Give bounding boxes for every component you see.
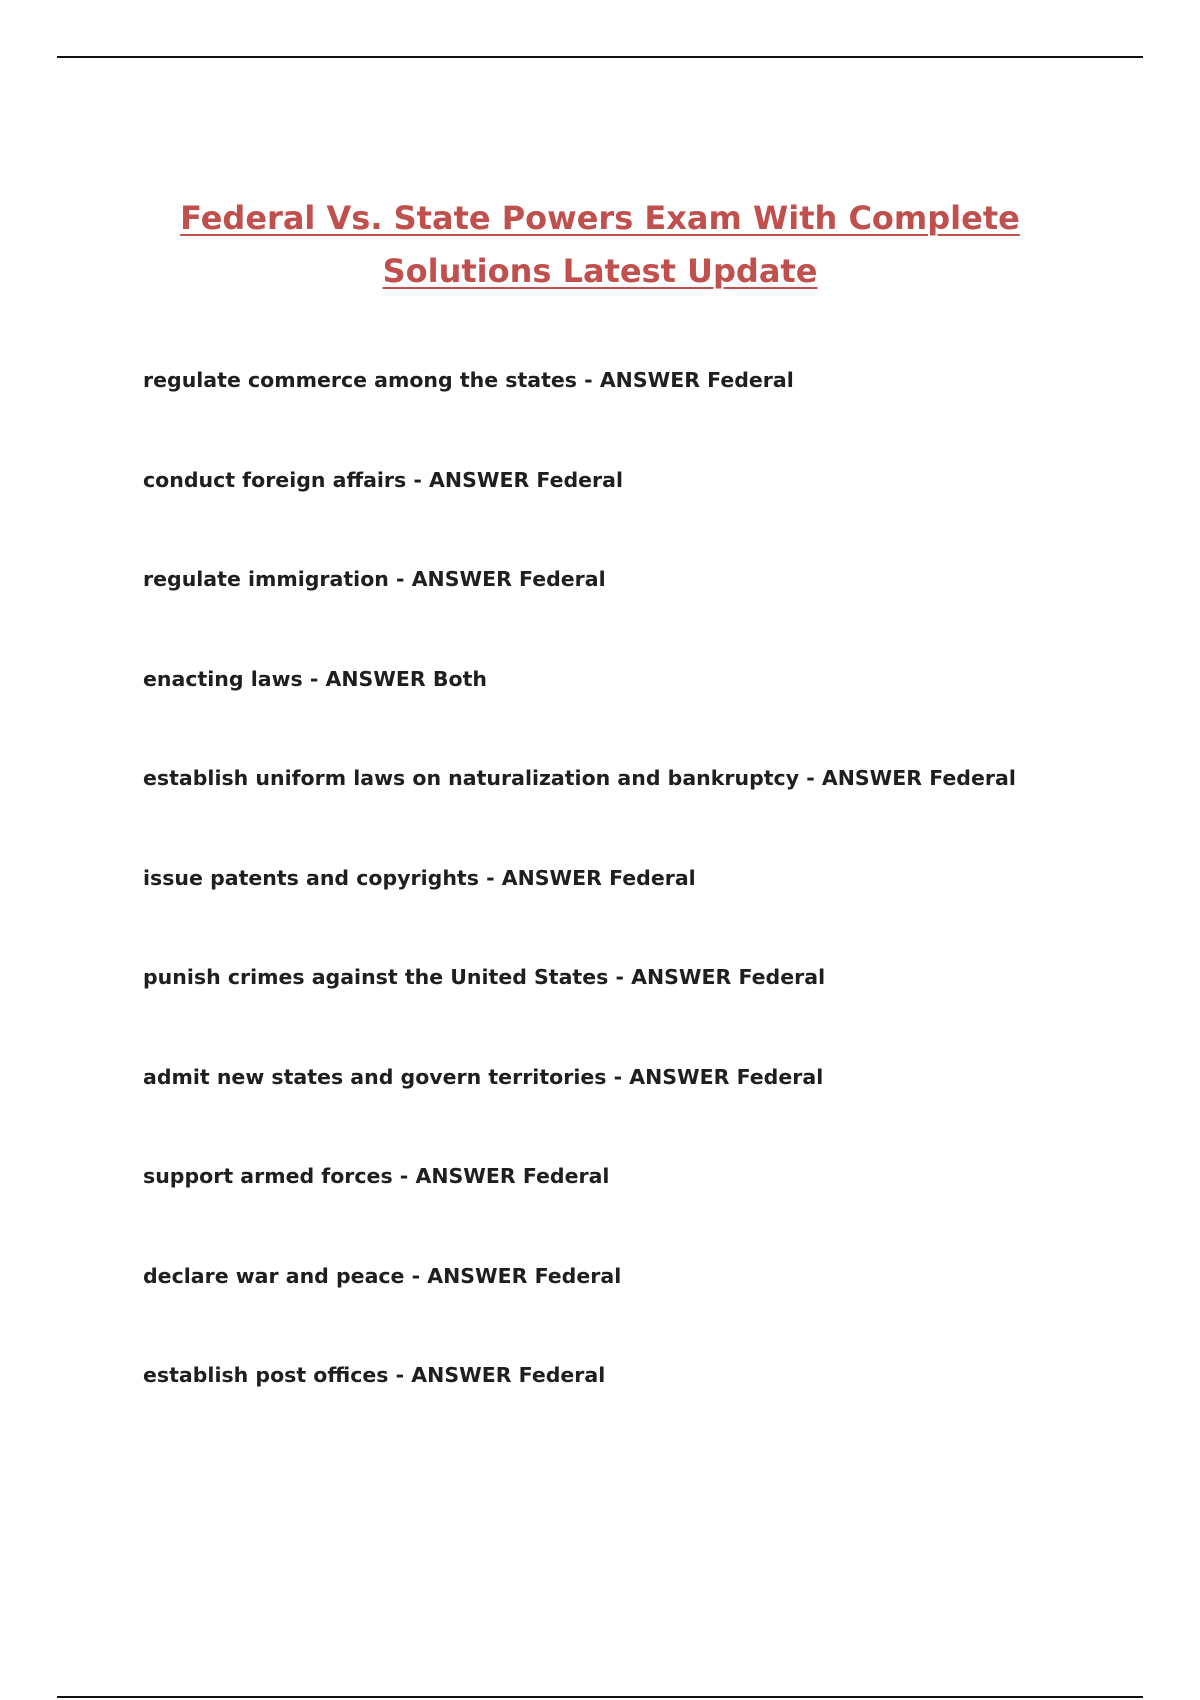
title-line-2: Solutions Latest Update	[382, 252, 818, 290]
question-text: regulate immigration	[143, 567, 389, 591]
separator: -	[799, 766, 822, 790]
question-text: support armed forces	[143, 1164, 393, 1188]
answer-keyword: ANSWER	[631, 965, 732, 989]
separator: -	[302, 666, 326, 691]
bottom-divider	[57, 1696, 1143, 1698]
list-item	[143, 1360, 1016, 1460]
answer-value: Federal	[536, 467, 624, 492]
qa-list	[143, 365, 1016, 1460]
answer-value: Federal	[738, 965, 826, 989]
answer-value: Federal	[522, 1164, 610, 1188]
answer-keyword: ANSWER	[427, 1263, 528, 1288]
list-item	[143, 564, 1016, 664]
question-text: regulate commerce among the states	[143, 368, 578, 392]
question-text: admit new states and govern territories	[143, 1064, 607, 1089]
separator: -	[388, 567, 412, 591]
separator: -	[388, 1363, 412, 1387]
list-item	[143, 465, 1016, 565]
answer-value: Federal	[518, 1363, 606, 1387]
separator: -	[404, 1263, 428, 1288]
question-text: issue patents and copyrights	[143, 865, 479, 890]
answer-value: Federal	[609, 865, 696, 890]
answer-keyword: ANSWER	[501, 865, 602, 890]
answer-keyword: ANSWER	[821, 766, 923, 790]
list-item	[143, 664, 1016, 764]
question-text: punish crimes against the United States	[143, 965, 609, 989]
list-item	[143, 1161, 1016, 1261]
answer-keyword: ANSWER	[411, 567, 512, 591]
document-title	[100, 192, 1100, 298]
question-text: declare war and peace	[143, 1263, 405, 1288]
answer-keyword: ANSWER	[325, 666, 426, 691]
question-text: establish uniform laws on naturalization and bankruptcy	[143, 766, 800, 790]
title-line-1: Federal Vs. State Powers Exam With Complete	[180, 199, 1020, 237]
answer-keyword: ANSWER	[429, 467, 530, 492]
separator: -	[577, 368, 600, 392]
answer-value: Both	[432, 666, 487, 691]
answer-keyword: ANSWER	[599, 368, 701, 392]
list-item	[143, 1261, 1016, 1361]
separator: -	[392, 1164, 416, 1188]
separator: -	[478, 865, 502, 890]
list-item	[143, 1062, 1016, 1162]
separator: -	[606, 1064, 630, 1089]
question-text: enacting laws	[143, 666, 303, 691]
top-divider	[57, 56, 1143, 58]
question-text: establish post offices	[143, 1363, 389, 1387]
list-item	[143, 763, 1016, 863]
answer-value: Federal	[519, 567, 606, 591]
separator: -	[608, 965, 632, 989]
answer-keyword: ANSWER	[411, 1363, 512, 1387]
list-item	[143, 863, 1016, 963]
list-item	[143, 365, 1016, 465]
answer-value: Federal	[534, 1263, 622, 1288]
question-text: conduct foreign affairs	[143, 467, 407, 492]
list-item	[143, 962, 1016, 1062]
answer-keyword: ANSWER	[629, 1064, 730, 1089]
answer-value: Federal	[736, 1064, 824, 1089]
answer-value: Federal	[929, 766, 1016, 790]
answer-keyword: ANSWER	[415, 1164, 516, 1188]
separator: -	[406, 467, 430, 492]
answer-value: Federal	[707, 368, 794, 392]
